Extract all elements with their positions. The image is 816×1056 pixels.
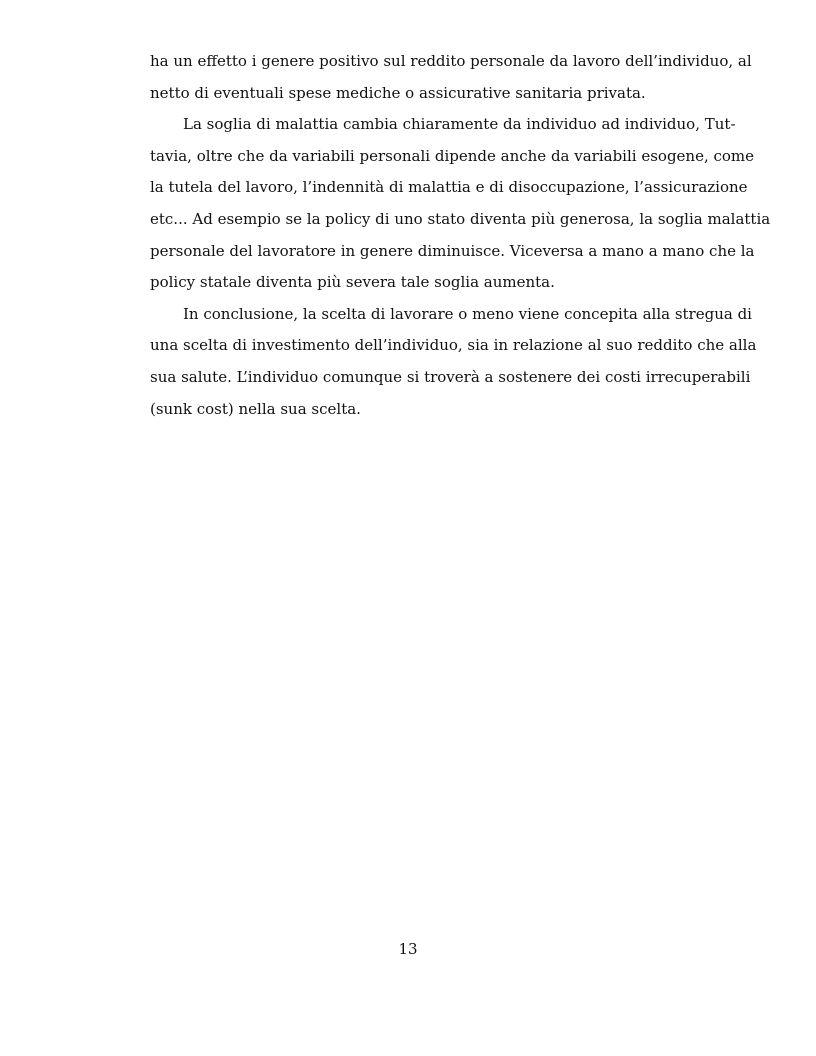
text-line: policy statale diventa più severa tale soglia aumenta. — [150, 273, 555, 292]
page-number: 13 — [398, 940, 418, 958]
text-line: la tutela del lavoro, l’indennità di malattia e di disoccupazione, l’assicurazione — [150, 178, 748, 197]
text-line: netto di eventuali spese mediche o assicurative sanitaria privata. — [150, 83, 646, 102]
text-line: tavia, oltre che da variabili personali dipende anche da variabili esogene, come — [150, 146, 755, 165]
paragraph-start-line: In conclusione, la scelta di lavorare o meno viene concepita alla stregua di — [183, 304, 752, 323]
text-line: una scelta di investimento dell’individuo, sia in relazione al suo reddito che alla — [150, 336, 757, 355]
text-line: sua salute. L’individuo comunque si troverà a sostenere dei costi irrecuperabili — [150, 367, 751, 386]
text-line: ha un effetto i genere positivo sul reddito personale da lavoro dell’individuo, al — [150, 52, 752, 70]
paragraph-start-line: La soglia di malattia cambia chiaramente da individuo ad individuo, Tut- — [183, 115, 736, 134]
body-text — [150, 46, 771, 425]
text-line: etc... Ad esempio se la policy di uno stato diventa più generosa, la soglia malattia — [150, 209, 771, 228]
text-line: (sunk cost) nella sua scelta. — [150, 399, 361, 418]
text-line: personale del lavoratore in genere diminuisce. Viceversa a mano a mano che la — [150, 241, 755, 260]
